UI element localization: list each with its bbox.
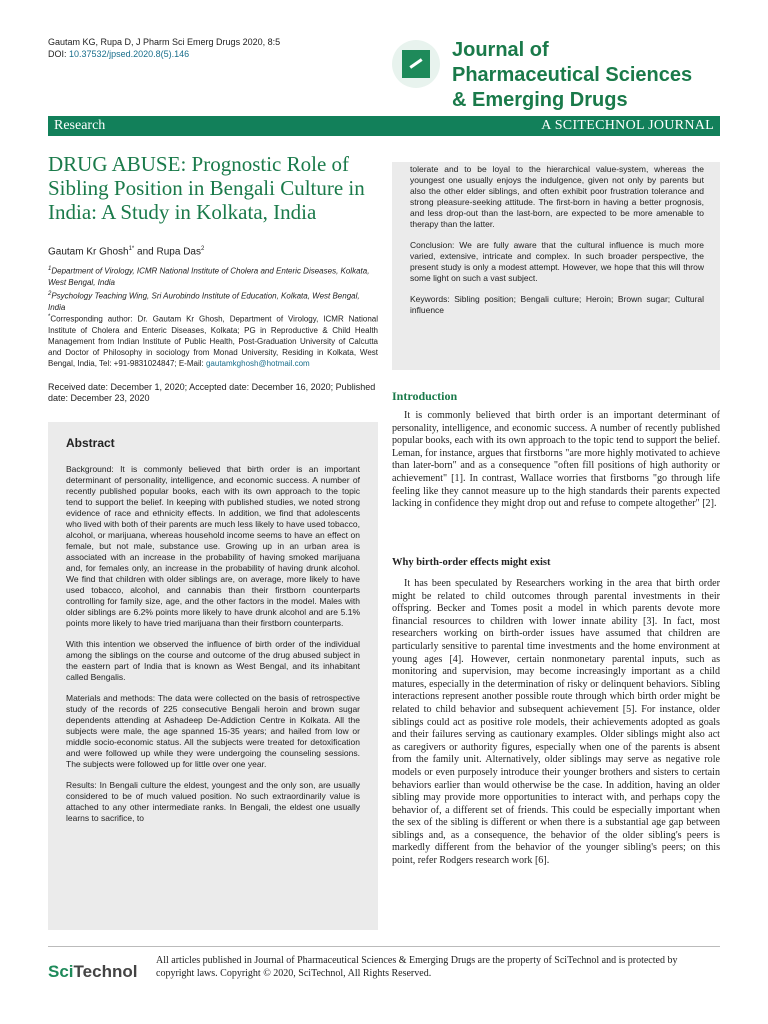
doi-line [48,48,280,60]
abstract-heading: Abstract [66,436,115,450]
citation-line: Gautam KG, Rupa D, J Pharm Sci Emerg Drugs 2020, 8:5 [48,37,281,47]
author-line [48,246,204,257]
why-heading: Why birth-order effects might exist [392,557,551,568]
author-sup-2: 2 [200,246,205,252]
why-text: It has been speculated by Researchers working in the area that birth order might be related to child outcomes through parental investments in their offspring. Becker and Tomes posit a model in which parents devote more financial resources to children with lower innate ability [3]. In fact, most researchers working on birth-order issues have assumed that children are particularly sensitive to parental time investments and the home environment at young ages [4]. However, certain nonmonetary parental inputs, such as monitoring and supervision, may become increasingly important as a child matures, especially in the determination of risky or delinquent behaviors. Sibling interactions represent another possible route through which birth order might be related to child behavior and subsequent achievement [5]. For instance, older siblings could act as positive role models, their achievements adopted as goals and their failures serving as cautionary examples. Older siblings might also act as caregivers or authority figures, especially when one of the parents is absent from the family unit. Alternatively, older siblings may serve as negative role models or even purposely introduce their younger brothers and sisters to certain behaviors earlier than would otherwise be the case. In addition, having an older sibling may provide more opportunities to interact with, and perhaps copy the behavior of, a different set of friends. This could be especially important when the sex of the sibling is different or when there is a substantial age gap between siblings and, as a consequence, the behavior of the older sibling's peers is markedly different from the behavior of the younger sibling's peers; on this point, refer Rodgers research work [6]. [392,578,720,867]
author-name-2: and Rupa Das [134,246,201,258]
author-name-1: Gautam Kr Ghosh [48,246,129,258]
article-title: DRUG ABUSE: Prognostic Role of Sibling Position in Bengali Culture in India: A Study in Kolkata, India [48,152,365,224]
journal-title-line-3: & Emerging Drugs [452,89,628,111]
abstract-keywords: Keywords: Sibling position; Bengali culture; Heroin; Brown sugar; Cultural influence [410,294,704,315]
introduction-text: It is commonly believed that birth order is an important determinant of personality, intelligence, and economic success. A number of recently published popular books, each with its own approach to the topic tend to support the belief. Leman, for instance, argues that firstborns "are more highly motivated to achieve than later-born" and as a consequence "often fill positions of high authority or achievement" [1]. In contrast, Wallace worries that firstborns "go through life feeling like they cannot measure up to the high standards their parents expected lacking in confidence they might drop out and refuse to compete altogether" [2]. [392,410,720,510]
affiliation-1: $^1$Department of Virology, ICMR National Institute of Cholera and Enteric Diseases, Kolkata, West Bengal, India [48,266,370,287]
journal-title [452,38,692,113]
abstract-intention: With this intention we observed the influence of birth order of the individual among the siblings on the course and outcome of the drug abused subject in the eastern part of India that is known as West Bengal, and its inhabitant called Bengalis. [66,639,360,682]
journal-logo-icon [392,40,440,88]
publication-dates: Received date: December 1, 2020; Accepted date: December 16, 2020; Published date: December 23, 2020 [48,382,376,403]
citation-block [48,36,280,60]
journal-title-line-2: Pharmaceutical Sciences [452,64,693,86]
abstract-conclusion: Conclusion: We are fully aware that the cultural influence is much more varied, extensive, intricate and complex. In such broader perspective, the present study is only a modest attempt. However, we hope that this will throw some light on such a vast subject. [410,240,704,283]
affiliation-2: $^2$Psychology Teaching Wing, Sri Aurobindo Institute of Education, Kolkata, West Bengal, India [48,291,360,312]
section-label: Research [54,118,106,133]
journal-title-line-1: Journal of [452,39,549,61]
abstract-methods: Materials and methods: The data were collected on the basis of retrospective study of the records of 225 consecutive Bengali heroin and brown sugar dependents attending at Ashadeep De-Addiction Centre in Kolkata. All the subjects were male, the age spanned 15-35 years; and hailed from low or middle socio-economic status. All the subjects were treated for detoxification and were followed up while they were undergoing the counseling sessions. The subjects were followed up for little over one year. [66,693,360,769]
introduction-heading: Introduction [392,389,458,403]
abstract-continued-box [392,162,720,370]
author-sup-1: 1* [128,246,135,252]
doi-label: DOI: [48,49,67,59]
correspondence: *Corresponding author: Dr. Gautam Kr Ghosh, Department of Virology, ICMR National Institute of Cholera and Enteric Diseases, Kolkata; PG in Reproductive & Child Health Management from Indian Institute of Public Health, Post-Graduation University of Calcutta and Doctor of Philosophy in sociology from Monad University, Residing in Kolkata, West Bengal, India, Tel: +91-9831024847; E-Mail: gautamkghosh@hotmail.com [48,314,378,368]
scitechnol-logo: SciTechnol [48,962,138,981]
copyright-notice: All articles published in Journal of Pharmaceutical Sciences & Emerging Drugs are the property of SciTechnol and is protected by copyright laws. Copyright © 2020, SciTechnol, All Rights Reserved. [156,955,678,979]
footer-divider [48,946,720,947]
email-link[interactable]: gautamkghosh@hotmail.com [205,358,310,368]
doi-link[interactable]: 10.37532/jpsed.2020.8(5).146 [69,49,190,59]
publisher-tag: A SCITECHNOL JOURNAL [541,118,714,133]
abstract-results: Results: In Bengali culture the eldest, youngest and the only son, are usually considered to be of much valued position. No such extraordinarily value is attached to any other intermediate ranks. In Bengali, the eldest one usually learns to sacrifice, to [66,780,360,823]
abstract-background: Background: It is commonly believed that birth order is an important determinant of personality, intelligence, and economic success. A number of recently published popular books, each with its own approach to the topic tend to support the belief. In keeping with published studies, we noted strong evidence of race and ethnicity effects. In addition, we find that adolescents who lived with both of their parents are much less likely to have used tobacco, alcohol, or marijuana, whereas household income seems to have an effect on female, but not male, substance use. Growing up in an urban area is associated with an increase in the probability of having smoked marijuana and, for females only, an increase in the probability of having drunk alcohol. We find that children with older siblings are, on average, more likely to have used tobacco, alcohol, and cannabis than their firstborn counterparts controlling for family size, age, and the other factors in the model. Males with older siblings are 6.2% points more likely to have drunk alcohol and are 5.1% points more likely to have tried marijuana than their firstborn counterparts. [66,464,360,628]
abstract-box [48,422,378,930]
section-band [48,116,720,136]
abstract-results-continued: tolerate and to be loyal to the hierarchical value-system, whereas the youngest one usually enjoys the indulgence, given not only by parents but also the other elder siblings, and often exhibit poor frustration tolerance and strong pleasure-seeking attitude. The first-born in having a better prognosis, and less drop-out than the last-born, are expected to be more amenable to therapy than the latter. [410,164,704,229]
